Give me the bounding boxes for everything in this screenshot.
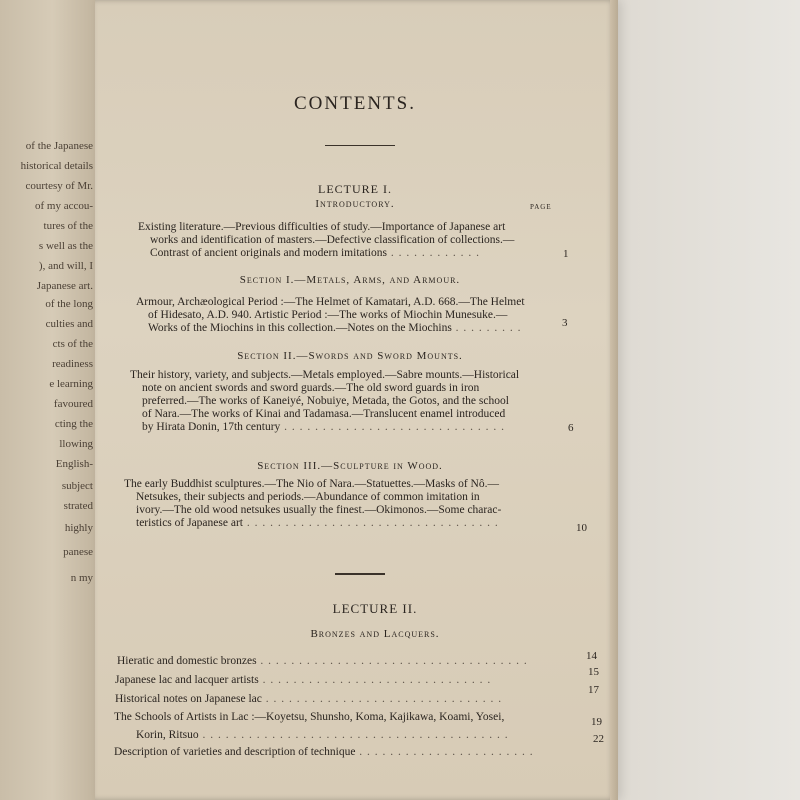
leader-dots: . . . . . . . . . . . . . . . . . . . . . . . . . . . . . . — [258, 674, 492, 686]
page-number: 22 — [593, 733, 604, 745]
entry-line — [130, 421, 560, 434]
leader-dots: . . . . . . . . . . . . . . . . . . . . . . . . . . . . . . . . . . . . . . . . — [198, 729, 509, 741]
left-page-text-line: llowing — [59, 438, 93, 450]
intro-entry — [138, 221, 558, 260]
left-page-text-line: cting the — [54, 418, 93, 430]
leader-dots: . . . . . . . . . . . . . . . . . . . . . . . . . . . . . . . . . — [242, 517, 499, 529]
entry-text: Korin, Ritsuo — [136, 729, 199, 741]
entry-text: Hieratic and domestic bronzes — [117, 655, 257, 667]
section-2-entry — [130, 369, 560, 434]
page-column-label: PAGE — [530, 203, 552, 211]
entry-line: Armour, Archæological Period :—The Helmet of Kamatari, A.D. 668.—The Helmet — [136, 296, 525, 308]
toc-entry — [114, 711, 504, 723]
entry-text: teristics of Japanese art — [136, 517, 243, 529]
entry-text: The Schools of Artists in Lac :—Koyetsu, Shunsho, Koma, Kajikawa, Koami, Yosei, — [114, 711, 505, 723]
toc-entry — [115, 693, 502, 705]
page-number: 1 — [563, 248, 569, 260]
entry-line: The early Buddhist sculptures.—The Nio of Nara.—Statuettes.—Masks of Nô.— — [124, 478, 499, 490]
page-number: 19 — [591, 716, 602, 728]
left-page-text-line: e learning — [49, 378, 93, 390]
lecture-1-subheading: Introductory. — [315, 198, 395, 210]
left-page-text-line: readiness — [52, 358, 93, 370]
entry-text: Japanese lac and lacquer artists — [115, 674, 259, 686]
toc-entry — [136, 729, 509, 741]
entry-line — [124, 517, 564, 530]
left-page-text-line: of the long — [45, 298, 93, 310]
entry-line — [136, 322, 556, 335]
section-3-heading: Section III.—Sculpture in Wood. — [257, 460, 443, 472]
left-page-text-line: of the Japanese — [25, 140, 93, 152]
toc-entry — [114, 746, 534, 758]
section-2-heading: Section II.—Swords and Sword Mounts. — [237, 350, 463, 362]
page-number: 3 — [562, 317, 568, 329]
lecture-2-heading: LECTURE II. — [332, 601, 418, 616]
leader-dots: . . . . . . . . . . . . . . . . . . . . . . . . . . . . . — [280, 421, 506, 433]
entry-line: Netsukes, their subjects and periods.—Abundance of common imitation in — [136, 491, 480, 503]
entry-text: Historical notes on Japanese lac — [115, 693, 262, 705]
left-page — [0, 0, 95, 800]
leader-dots: . . . . . . . . . — [451, 322, 522, 334]
title-rule — [325, 145, 395, 146]
entry-line: works and identification of masters.—Defective classification of collections.— — [150, 234, 515, 246]
entry-text: Contrast of ancient originals and modern imitations — [150, 247, 387, 259]
page-number: 15 — [588, 666, 599, 678]
left-page-text-line: s well as the — [38, 240, 93, 252]
entry-text: Works of the Miochins in this collection.—Notes on the Miochins — [148, 322, 452, 334]
entry-line: note on ancient swords and sword guards.—The old sword guards in iron — [142, 382, 480, 394]
left-page-text-line: English- — [55, 458, 93, 470]
page-number: 17 — [588, 684, 599, 696]
entry-line — [138, 247, 558, 260]
left-page-text-line: panese — [63, 546, 93, 558]
entry-line: Their history, variety, and subjects.—Metals employed.—Sabre mounts.—Historical — [130, 369, 520, 381]
left-page-text-line: strated — [63, 500, 93, 512]
entry-line: Existing literature.—Previous difficulties of study.—Importance of Japanese art — [138, 221, 506, 233]
toc-entry — [115, 674, 491, 686]
leader-dots: . . . . . . . . . . . . . . . . . . . . . . . — [355, 746, 534, 758]
left-page-text-line: subject — [61, 480, 93, 492]
leader-dots: . . . . . . . . . . . . — [386, 247, 480, 259]
left-page-text-line: cts of the — [52, 338, 93, 350]
entry-line: of Hidesato, A.D. 940. Artistic Period :—The works of Miochin Munesuke.— — [148, 309, 508, 321]
leader-dots: . . . . . . . . . . . . . . . . . . . . . . . . . . . . . . . — [261, 693, 503, 705]
section-1-entry — [136, 296, 556, 335]
leader-dots: . . . . . . . . . . . . . . . . . . . . . . . . . . . . . . . . . . . — [256, 655, 528, 667]
page-edge — [610, 0, 618, 800]
lecture-1-heading: LECTURE I. — [318, 182, 392, 196]
page-number: 14 — [586, 650, 597, 662]
left-page-text-line: favoured — [53, 398, 93, 410]
entry-line: ivory.—The old wood netsukes usually the finest.—Okimonos.—Some charac- — [136, 504, 502, 516]
page-number: 10 — [576, 522, 587, 534]
section-1-heading: Section I.—Metals, Arms, and Armour. — [239, 274, 461, 286]
left-page-text-line: courtesy of Mr. — [25, 180, 93, 192]
page-title: CONTENTS. — [294, 93, 416, 114]
entry-line: of Nara.—The works of Kinai and Tadamasa.—Translucent enamel introduced — [142, 408, 506, 420]
section-3-entry — [124, 478, 564, 530]
left-page-text-line: historical details — [20, 160, 93, 172]
left-page-text-line: Japanese art. — [36, 280, 93, 292]
left-page-text-line: tures of the — [43, 220, 93, 232]
toc-entry — [117, 655, 528, 667]
left-page-text-line: culties and — [45, 318, 93, 330]
left-page-text-line: n my — [70, 572, 93, 584]
lecture-2-subheading: Bronzes and Lacquers. — [310, 628, 440, 640]
entry-line: preferred.—The works of Kaneiyé, Nobuiye, Metada, the Gotos, and the school — [142, 395, 509, 407]
entry-text: by Hirata Donin, 17th century — [142, 421, 281, 433]
section-rule — [335, 573, 385, 575]
left-page-text-line: highly — [64, 522, 93, 534]
entry-text: Description of varieties and description of technique — [114, 746, 356, 758]
page-number: 6 — [568, 422, 574, 434]
left-page-text-line: ), and will, I — [38, 260, 93, 272]
left-page-text-line: of my accou- — [34, 200, 93, 212]
